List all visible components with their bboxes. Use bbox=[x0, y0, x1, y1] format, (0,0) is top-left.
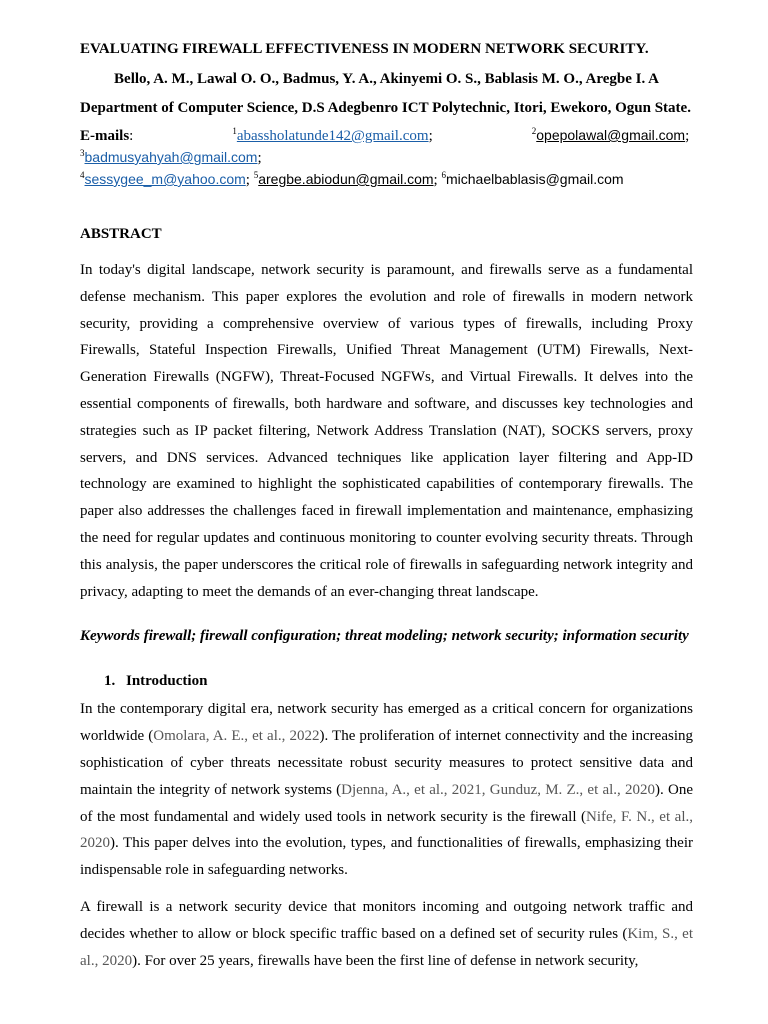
email-number: 3 bbox=[80, 148, 85, 158]
email-number: 6 bbox=[441, 170, 446, 180]
email-separator: ; bbox=[245, 172, 250, 188]
author-list: Bello, A. M., Lawal O. O., Badmus, Y. A., Akinyemi O. S., Bablasis M. O., Aregbe I. A bbox=[114, 71, 659, 87]
paper-title: EVALUATING FIREWALL EFFECTIVENESS IN MODERN NETWORK SECURITY. bbox=[80, 41, 649, 57]
section-heading bbox=[104, 670, 693, 692]
intro-paragraph-2 bbox=[80, 894, 693, 974]
section-title: Introduction bbox=[126, 673, 208, 690]
keywords: Keywords firewall; firewall configuration; threat modeling; network security; information security bbox=[80, 628, 689, 645]
email-link[interactable]: abassholatunde142@gmail.com bbox=[236, 128, 429, 144]
emails-label: E-mails bbox=[80, 128, 130, 144]
email-number: 5 bbox=[253, 170, 259, 180]
body-text: A firewall is a network security device that monitors incoming and outgoing network traffic and decides whether to allow or block specific traffic based on a defined set of security rules ( bbox=[80, 898, 693, 942]
body-text: ). This paper delves into the evolution, types, and functionalities of firewalls, emphasizing their indispensable role in safeguarding networks. bbox=[80, 835, 693, 879]
email-line: E-mails: $^1$abassholatunde142@gmail.com; $^2$opepolawal@gmail.com; $^3$badmusyahyah@gmail.com; $^4$sessygee_m@yahoo.com; $^5$aregbe.abiodun@gmail.com; $^6$michaelbablasis@gmail.com bbox=[80, 126, 690, 188]
email-link[interactable]: badmusyahyah@gmail.com bbox=[84, 149, 258, 165]
affiliation-period: . bbox=[687, 100, 691, 116]
intro-paragraph-1 bbox=[80, 696, 693, 884]
email-separator: ; bbox=[428, 128, 433, 144]
abstract-text: In today's digital landscape, network security is paramount, and firewalls serve as a fundamental defense mechanism. This paper explores the evolution and role of firewalls in modern network security, providing a comprehensive overview of various types of firewalls, including Proxy Firewalls, Stateful Inspection Firewalls, Unified Threat Management (UTM) Firewalls, Next-Generation Firewalls (NGFW), Threat-Focused NGFWs, and Virtual Firewalls. It delves into the essential components of firewalls, both hardware and software, and discusses key technologies and strategies such as IP packet filtering, Network Address Translation (NAT), SOCKS servers, proxy servers, and DNS services. Advanced techniques like application layer filtering and App-ID technology are examined to highlight the sophisticated capabilities of contemporary firewalls. The paper also addresses the challenges faced in firewall implementation and maintenance, emphasizing the need for regular updates and continuous monitoring to counter evolving security threats. Through this analysis, the paper underscores the critical role of firewalls in safeguarding network integrity and privacy, adapting to meet the demands of an ever-changing threat landscape. bbox=[80, 262, 693, 600]
body-text: ). One of the most fundamental and widely used tools in network security is the firewall ( bbox=[80, 781, 693, 825]
body-text: ). The proliferation of internet connectivity and the increasing sophistication of cyber threats necessitate robust security measures to protect sensitive data and maintain the integrity of network systems ( bbox=[80, 728, 693, 798]
section-number: 1. bbox=[104, 673, 116, 690]
body-text: In the contemporary digital era, network security has emerged as a critical concern for organizations worldwide ( bbox=[80, 701, 693, 745]
citation: Nife, F. N., et al., 2020 bbox=[80, 808, 693, 852]
affiliation-text: Department of Computer Science, D.S Adegbenro ICT Polytechnic, Itori, Ewekoro, Ogun State bbox=[80, 100, 688, 116]
email-text: michaelbablasis@gmail.com bbox=[445, 171, 624, 187]
email-separator: ; bbox=[685, 128, 690, 144]
email-number: 4 bbox=[80, 170, 85, 180]
email-separator: ; bbox=[257, 150, 262, 166]
email-link[interactable]: sessygee_m@yahoo.com bbox=[84, 171, 246, 187]
citation: Omolara, A. E., et al., 2022 bbox=[153, 728, 320, 745]
body-text: ). For over 25 years, firewalls have been the first line of defense in network security, bbox=[132, 952, 639, 969]
citation: Kim, S., et al., 2020 bbox=[80, 925, 693, 969]
email-number: 2 bbox=[531, 126, 537, 136]
paper-page bbox=[80, 38, 693, 974]
email-number: 1 bbox=[232, 126, 237, 136]
abstract-heading: ABSTRACT bbox=[80, 226, 162, 242]
email-link[interactable]: aregbe.abiodun@gmail.com bbox=[258, 171, 434, 187]
citation: Djenna, A., et al., 2021, Gunduz, M. Z., et al., 2020 bbox=[341, 781, 656, 798]
affiliation bbox=[80, 97, 693, 119]
email-link[interactable]: opepolawal@gmail.com bbox=[536, 127, 686, 143]
email-separator: ; bbox=[433, 172, 438, 188]
